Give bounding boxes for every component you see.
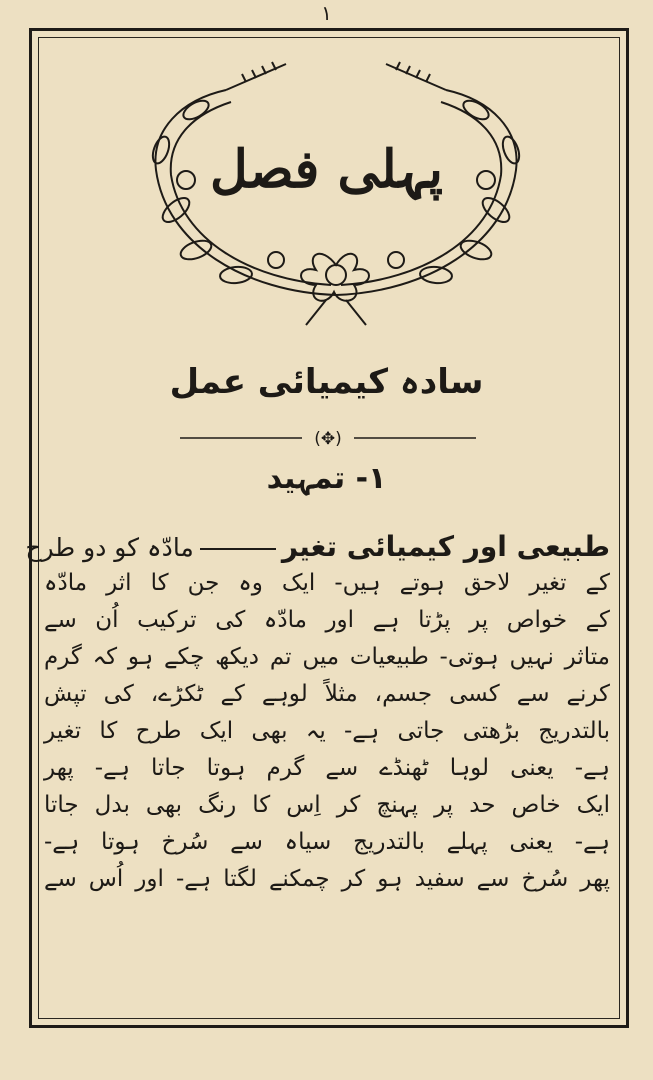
paragraph-heading: طبیعی اور کیمیائی تغیر [281,530,610,563]
text-line: بالتدریج بڑھتی جاتی ہے- یہ بھی ایک طرح کا تغیر [44,718,610,744]
text-line: ہے- یعنی پہلے بالتدریج سیاہ سے سُرخ ہوتا ہے- [44,829,610,855]
body-text [25,528,610,898]
text-run: مادّہ کو دو طرح [25,533,194,562]
text-line: ہے- یعنی لوہا ٹھنڈے سے گرم ہوتا جاتا ہے- پھر [44,755,610,781]
subsection-title: ۱- تمہید [266,461,387,496]
text-line: کے تغیر لاحق ہوتے ہیں- ایک وہ جن کا اثر مادّہ [44,570,610,596]
section-divider [180,426,476,450]
text-line: پھر سُرخ سے سفید ہو کر چمکنے لگتا ہے- اور اُس سے [44,866,610,892]
section-title: سادہ کیمیائی عمل [169,362,484,402]
text-line: کرنے سے کسی جسم، مثلاً لوہے کے ٹکڑے، کی تپش [44,681,610,707]
text-line: کے خواص پر پڑتا ہے اور مادّہ کی ترکیب اُن سے [44,607,610,633]
text-line [25,528,610,565]
divider-symbol: (✥) [314,429,342,449]
page-number: ۱ [321,1,332,25]
text-line: متاثر نہیں ہوتی- طبیعیات میں تم دیکھ چکے ہو کہ گرم [44,644,610,670]
heading-dash [200,548,276,550]
text-line: ایک خاص حد پر پہنچ کر اِس کا رنگ بھی بدل جاتا [44,792,610,818]
chapter-title: پہلی فصل [210,139,443,200]
